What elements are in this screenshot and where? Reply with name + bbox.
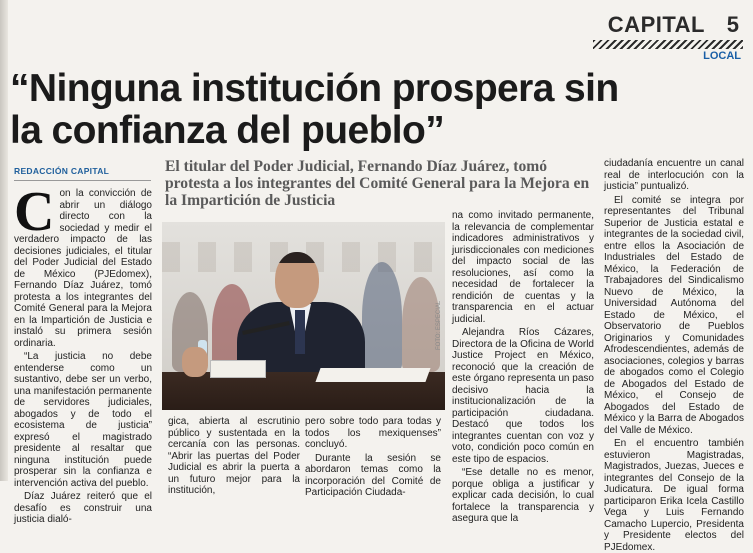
- paragraph: ciudadanía encuentre un canal real de interlocución con la justicia” puntualizó.: [604, 158, 744, 192]
- header-hatch-decoration: [593, 40, 743, 49]
- article-column-4: [452, 210, 594, 524]
- section-name: CAPITAL: [607, 12, 705, 37]
- page-header: [583, 12, 743, 62]
- papers: [315, 368, 430, 382]
- drop-cap: C: [14, 181, 55, 243]
- page-edge: [0, 0, 8, 481]
- paragraph: pero sobre todo para todas y todos los mexiquenses” concluyó.: [305, 416, 441, 450]
- speaker-head: [275, 252, 319, 308]
- paragraph: Díaz Juárez reiteró que el desafío es construir una justicia dialó-: [14, 491, 152, 525]
- paragraph: “Ese detalle no es menor, porque obliga a justificar y explicar cada decisión, lo cual fortalece la transparencia y asegura que la: [452, 467, 594, 524]
- paragraph: Durante la sesión se abordaron temas como la incorporación del Comité de Participación Ciudada-: [305, 452, 441, 498]
- article-photo: [162, 222, 445, 410]
- paragraph: “La justicia no debe entenderse como un sustantivo, debe ser un verbo, una manifestación permanente de servidores judiciales, abogados y de todo el ecosistema de justicia” expresó el magistrado presidente al resaltar que ninguna institución puede prosperar sin la confianza e intervención activa del pueblo.: [14, 351, 152, 489]
- paragraph: En el encuentro también estuvieron Magistradas, Magistrados, Juezas, Jueces e integrantes del Consejo de la Judicatura. De igual forma participaron Erika Icela Castillo Vega y Luis Fernando Camacho Lupercio, Presidenta y Presidente electos del PJEdomex.: [604, 438, 744, 553]
- speaker-hand: [182, 347, 208, 377]
- article-column-3: [305, 416, 441, 498]
- backdrop-figure: [402, 277, 440, 372]
- paragraph: on la convicción de abrir un diálogo directo con la sociedad y medir el verdadero impacto de las decisiones judiciales, el titular del Poder Judicial del Estado de México (PJEdomex), Fernando Díaz Juárez, tomó protesta a los integrantes del Comité General para la Mejora en la Impartición de Justicia e instaló su primera sesión ordinaria.: [14, 188, 152, 349]
- subheadline: El titular del Poder Judicial, Fernando Díaz Juárez, tomó protesta a los integrantes del Comité General para la Mejora en la Impartición de Justicia: [165, 158, 590, 209]
- headline: “Ninguna institución prospera sin la confianza del pueblo”: [10, 67, 619, 152]
- paragraph: na como invitado permanente, la relevancia de complementar indicadores administrativos y jurisdiccionales con mediciones del impacto social de las resoluciones, así como la necesidad de fortalecer la rendición de cuentas y la transparencia en el actuar judicial.: [452, 210, 594, 325]
- article-column-2: [168, 416, 300, 496]
- paragraph: gica, abierta al escrutinio público y sustentada en la cercanía con las personas. “Abrir las puertas del Poder Judicial es abrir la puerta a un futuro mejor para la institución,: [168, 416, 300, 496]
- article-column-1: [14, 181, 152, 525]
- paragraph: El comité se integra por representantes del Tribunal Superior de Justicia estatal e integrantes de la sociedad civil, entre ellos la Asociación de Industriales del Estado de México, la Federación de Trabajadores del Sindicalismo Nuevo de México, la Universidad Autónoma del Estado de México, el Observatorio de Pueblos Originarios y Comunidades Afrodescendientes, además de asociaciones, colegios y barras de abogados como el Colegio de Abogados del Estado de México, el Consejo de Abogados del Estado de México y la Barra de Abogados del Valle de México.: [604, 194, 744, 436]
- photo-credit: FOTO: ESPECIAL: [436, 300, 442, 350]
- byline: REDACCIÓN CAPITAL: [14, 166, 110, 176]
- backdrop-figure: [362, 262, 402, 372]
- nameplate: [210, 360, 266, 378]
- page-number: 5: [726, 12, 739, 37]
- subsection-name: LOCAL: [703, 50, 741, 62]
- paragraph: Alejandra Ríos Cázares, Directora de la Oficina de World Justice Project en México, reconoció que la creación de este órgano representa un paso decisivo hacia la institucionalización de la participación ciudadana. Destacó que todos los integrantes cuentan con voz y voto, condición poco común en este tipo de espacios.: [452, 327, 594, 465]
- speaker-tie: [295, 310, 305, 354]
- article-column-5: [604, 158, 744, 553]
